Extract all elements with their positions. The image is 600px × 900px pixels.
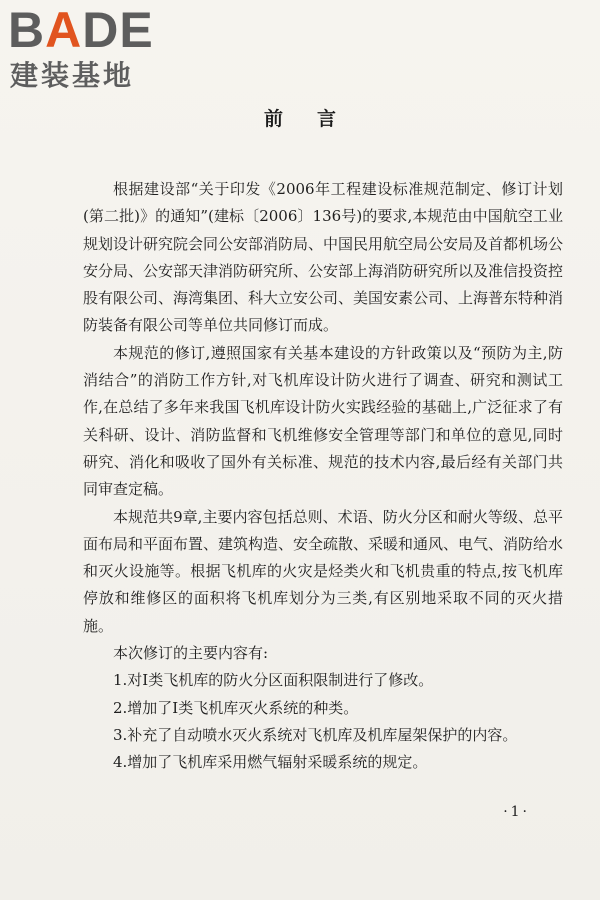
page-title: 前言: [263, 108, 370, 130]
paragraph-4: 本次修订的主要内容有:: [113, 644, 269, 663]
document-body: [83, 176, 563, 777]
paragraph-1: 根据建设部“关于印发《2006年工程建设标准规范制定、修订计划(第二批)》的通知”(建标〔2006〕136号)的要求,本规范由中国航空工业规划设计研究院会同公安部消防局、中国民用航空局公安局及首都机场公安分局、公安部天津消防研究所、公安部上海消防研究所以及准信投资控股有限公司、海湾集团、科大立安公司、美国安素公司、上海普东特种消防装备有限公司等单位共同修订而成。: [83, 180, 564, 335]
logo-subtitle: 建装基地: [10, 59, 135, 92]
bade-logo: [6, 2, 176, 94]
logo-wordmark: BADE: [8, 2, 154, 58]
page-number: ·1·: [503, 804, 530, 820]
list-item-4: 4.增加了飞机库采用燃气辐射采暖系统的规定。: [113, 753, 428, 772]
list-item-1: 1.对Ⅰ类飞机库的防火分区面积限制进行了修改。: [113, 671, 434, 690]
list-item-3: 3.补充了自动喷水灭火系统对飞机库及机库屋架保护的内容。: [113, 725, 518, 744]
paragraph-3: 本规范共9章,主要内容包括总则、术语、防火分区和耐火等级、总平面布局和平面布置、建筑构造、安全疏散、采暖和通风、电气、消防给水和灭火设施等。根据飞机库的火灾是烃类火和飞机贵重的特点,按飞机库停放和维修区的面积将飞机库划分为三类,有区别地采取不同的灭火措施。: [83, 507, 564, 635]
list-item-2: 2.增加了Ⅰ类飞机库灭火系统的种类。: [113, 698, 359, 717]
paragraph-2: 本规范的修订,遵照国家有关基本建设的方针政策以及“预防为主,防消结合”的消防工作方针,对飞机库设计防火进行了调查、研究和测试工作,在总结了多年来我国飞机库设计防火实践经验的基础上,广泛征求了有关科研、设计、消防监督和飞机维修安全管理等部门和单位的意见,同时研究、消化和吸收了国外有关标准、规范的技术内容,最后经有关部门共同审查定稿。: [83, 343, 563, 499]
